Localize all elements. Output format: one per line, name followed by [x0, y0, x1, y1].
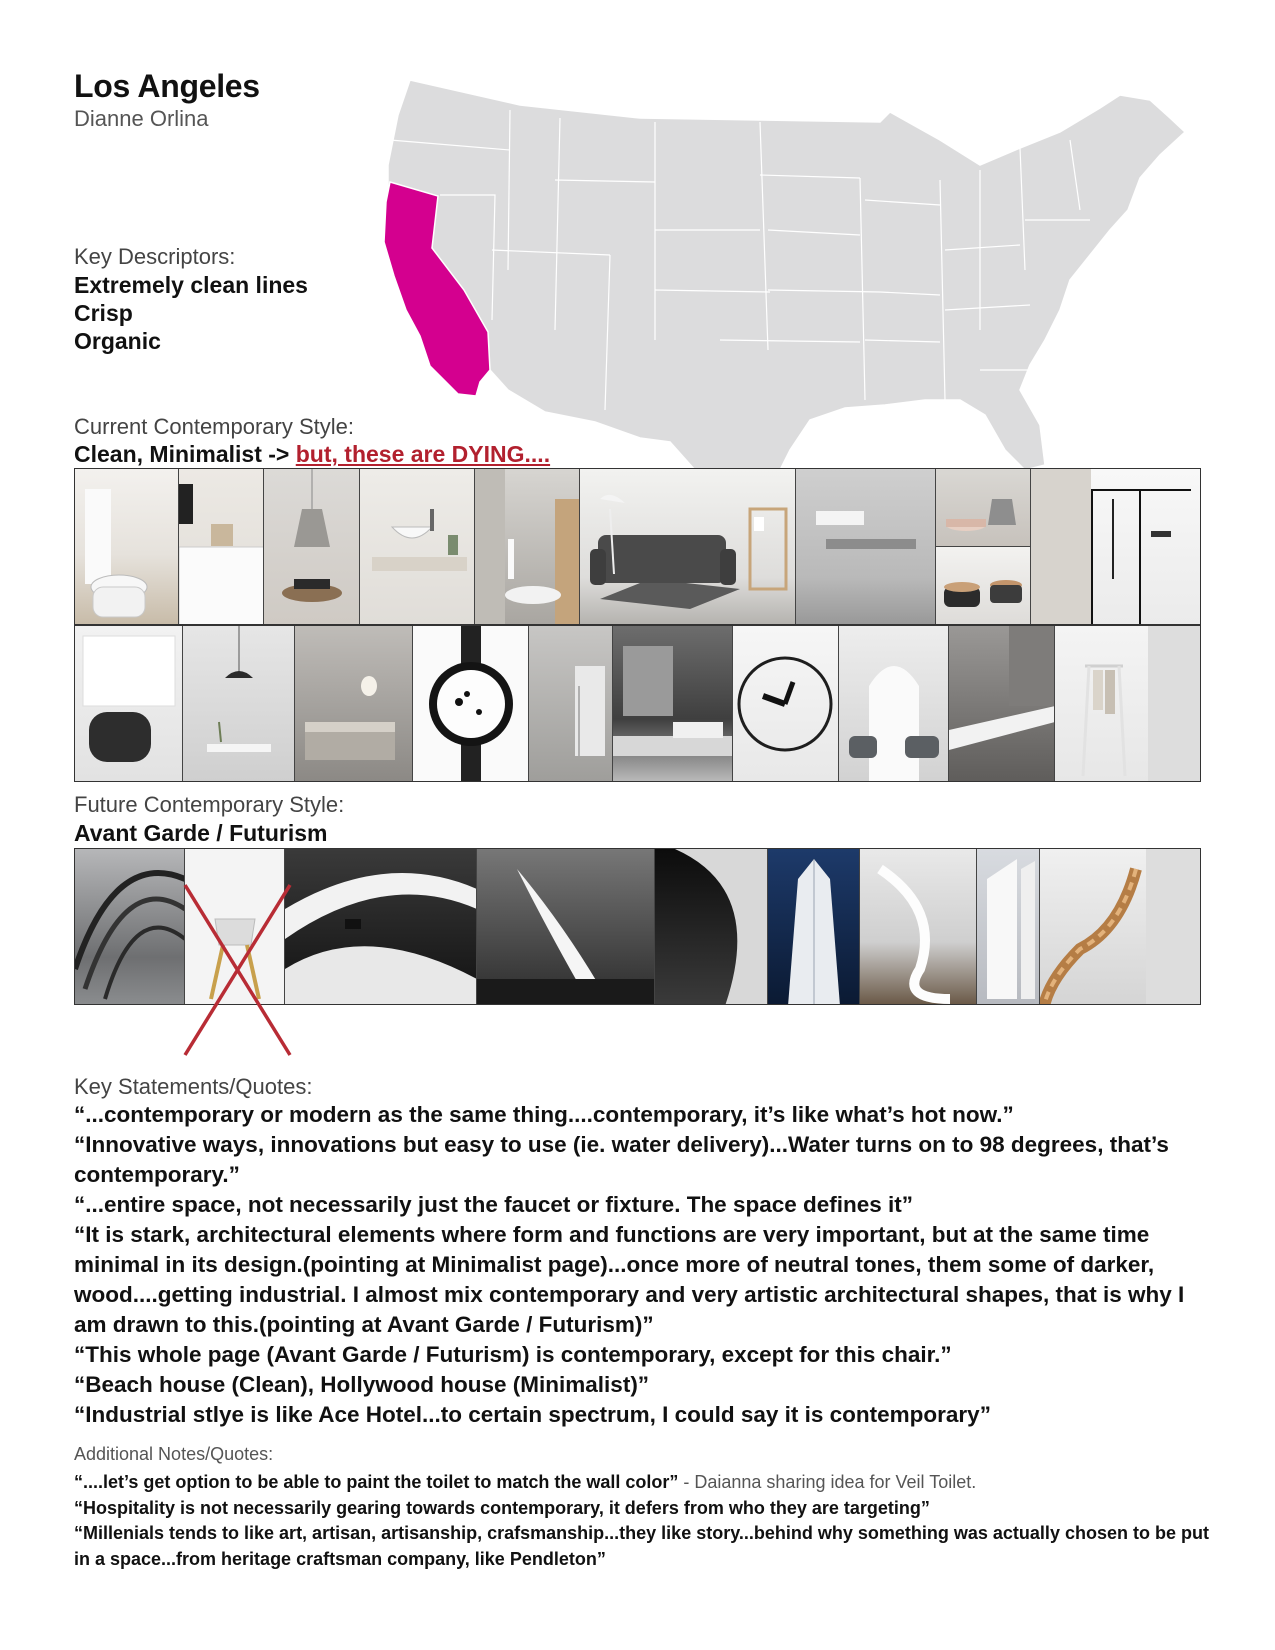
gallery-image [185, 849, 285, 1004]
quote-item: “...entire space, not necessarily just the faucet or fixture. The space defines it” [74, 1192, 914, 1217]
quote-item: “Industrial stlye is like Ace Hotel...to certain spectrum, I could say it is contemporary” [74, 1402, 991, 1427]
gallery-image [1031, 469, 1201, 624]
gallery-image [285, 849, 477, 1004]
quote-item: “It is stark, architectural elements where form and functions are very important, but at the same time minimal in its design.(pointing at Minimalist page)...once more of neutral tones, them some of darker, wood....getting industrial. I almost mix contemporary and very artistic architectural shapes, that is why I am drawn to this.(pointing at Avant Garde / Futurism)” [74, 1222, 1185, 1337]
gallery-image [1040, 849, 1146, 1004]
gallery-image [179, 469, 264, 624]
descriptor-item: Organic [74, 328, 161, 354]
additional-notes-list [74, 1470, 1214, 1572]
key-statements-list [74, 1100, 1214, 1430]
gallery-image [936, 469, 1030, 547]
gallery-image [655, 849, 768, 1004]
key-statements-label: Key Statements/Quotes: [74, 1074, 313, 1099]
gallery-image [413, 626, 529, 781]
gallery-image [264, 469, 360, 624]
gallery-image [75, 626, 183, 781]
descriptor-item: Crisp [74, 300, 133, 326]
gallery-image [477, 849, 655, 1004]
page-title: Los Angeles [74, 68, 260, 104]
quote-item: “...contemporary or modern as the same thing....contemporary, it’s like what’s hot now.” [74, 1102, 1014, 1127]
current-style-label: Current Contemporary Style: [74, 414, 354, 439]
note-attribution: - Daianna sharing idea for Veil Toilet. [678, 1472, 977, 1492]
quote-item: “This whole page (Avant Garde / Futurism) is contemporary, except for this chair.” [74, 1342, 952, 1367]
descriptor-item: Extremely clean lines [74, 272, 308, 298]
future-style-label: Future Contemporary Style: [74, 792, 345, 817]
gallery-image [796, 469, 936, 624]
us-map [380, 70, 1210, 505]
gallery-image [475, 469, 580, 624]
quote-item: “Beach house (Clean), Hollywood house (Minimalist)” [74, 1372, 650, 1397]
current-style-line [74, 441, 550, 468]
author-name: Dianne Orlina [74, 106, 209, 131]
gallery-image [360, 469, 475, 624]
gallery-image [860, 849, 977, 1004]
gallery-image [183, 626, 295, 781]
gallery-image [295, 626, 413, 781]
gallery-image-pair [936, 469, 1031, 624]
future-gallery [74, 848, 1201, 1005]
gallery-image [613, 626, 733, 781]
dying-emphasis: but, these are DYING.... [295, 441, 551, 467]
gallery-image [949, 626, 1055, 781]
gallery-image [75, 469, 179, 624]
note-item [74, 1470, 1214, 1496]
additional-notes-label: Additional Notes/Quotes: [74, 1444, 274, 1464]
current-style-text: Clean, Minimalist -> [74, 441, 290, 467]
gallery-image [1055, 626, 1148, 781]
gallery-image [733, 626, 839, 781]
quote-item: “Innovative ways, innovations but easy to use (ie. water delivery)...Water turns on to 98 degrees, that’s contemporary.” [74, 1132, 1169, 1187]
gallery-image [977, 849, 1040, 1004]
gallery-image [936, 547, 1030, 624]
key-descriptors-label: Key Descriptors: [74, 244, 236, 269]
gallery-image [529, 626, 613, 781]
gallery-image [768, 849, 860, 1004]
note-item: “Millenials tends to like art, artisan, artisanship, crafsmanship...they like story...behind why something was actually chosen to be put in a space...from heritage craftsman company, like Pendleton” [74, 1523, 1209, 1569]
note-quote: “....let’s get option to be able to paint the toilet to match the wall color” [74, 1472, 679, 1492]
gallery-image [75, 849, 185, 1004]
gallery-image [839, 626, 949, 781]
current-gallery-row-2 [74, 625, 1201, 782]
gallery-image [580, 469, 796, 624]
future-style-text: Avant Garde / Futurism [74, 820, 328, 846]
current-gallery-row-1 [74, 468, 1201, 625]
note-item: “Hospitality is not necessarily gearing towards contemporary, it defers from who they are targeting” [74, 1497, 930, 1518]
